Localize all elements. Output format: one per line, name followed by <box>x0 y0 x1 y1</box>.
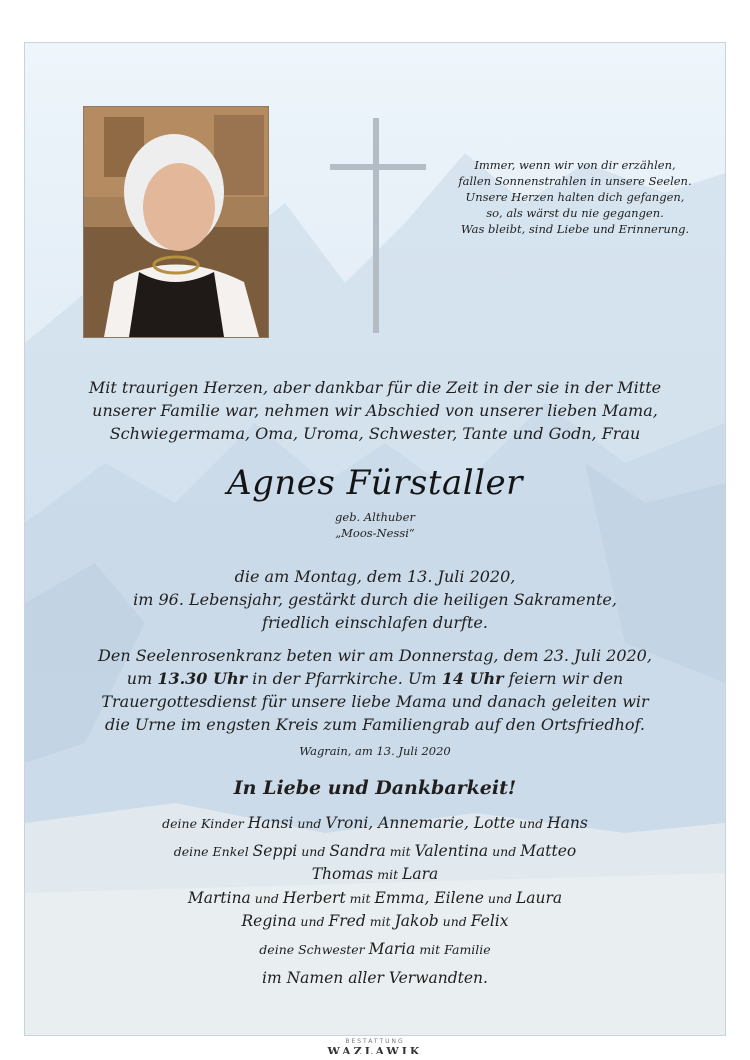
poem-line: so, als wärst du nie gegangen. <box>486 206 664 220</box>
place-date: Wagrain, am 13. Juli 2020 <box>299 744 451 758</box>
family-list <box>25 812 725 990</box>
deceased-name: Agnes Fürstaller <box>227 463 523 503</box>
closing-line: im Namen aller Verwandten. <box>262 969 488 987</box>
intro-text <box>25 376 725 445</box>
mass-time: 14 Uhr <box>441 669 504 688</box>
family-children: deine Kinder Hansi und Vroni, Annemarie, Lotte und Hans <box>162 814 588 832</box>
portrait-photo <box>83 106 269 338</box>
funeral-home-footer <box>0 1036 750 1060</box>
birth-name: geb. Althuber <box>335 510 415 524</box>
death-notice-line: friedlich einschlafen durfte. <box>262 613 488 632</box>
family-line: Thomas mit Lara <box>311 865 439 883</box>
service-line: Den Seelenrosenkranz beten wir am Donnerstag, dem 23. Juli 2020, <box>98 646 652 665</box>
parte-card <box>24 42 726 1036</box>
death-notice-line: im 96. Lebensjahr, gestärkt durch die heiligen Sakramente, <box>133 590 617 609</box>
death-notice <box>25 565 725 634</box>
poem-line: Immer, wenn wir von dir erzählen, <box>474 158 676 172</box>
cross-icon <box>330 118 426 333</box>
family-grandchildren: deine Enkel Seppi und Sandra mit Valentina und Matteo <box>173 841 577 860</box>
family-sister: deine Schwester Maria mit Familie <box>259 939 491 958</box>
service-line: die Urne im engsten Kreis zum Familiengrab auf den Ortsfriedhof. <box>104 715 645 734</box>
signoff-heading: In Liebe und Dankbarkeit! <box>233 777 517 799</box>
service-line: um 13.30 Uhr in der Pfarrkirche. Um 14 Uhr feiern wir den <box>126 669 624 688</box>
service-line: Trauergottesdienst für unsere liebe Mama und danach geleiten wir <box>101 692 649 711</box>
footer-label: BESTATTUNG <box>345 1038 405 1045</box>
family-line: Martina und Herbert mit Emma, Eilene und Laura <box>187 888 563 907</box>
rosary-time: 13.30 Uhr <box>157 669 248 688</box>
poem-line: Was bleibt, sind Liebe und Erinnerung. <box>460 222 690 236</box>
intro-line: Schwiegermama, Oma, Uroma, Schwester, Tante und Godn, Frau <box>109 424 641 443</box>
intro-line: unserer Familie war, nehmen wir Abschied von unserer lieben Mama, <box>92 401 658 420</box>
footer-logo-name: WAZLAWIK <box>327 1045 423 1054</box>
death-notice-line: die am Montag, dem 13. Juli 2020, <box>234 567 516 586</box>
family-line: Regina und Fred mit Jakob und Felix <box>241 912 509 930</box>
poem-line: fallen Sonnenstrahlen in unsere Seelen. <box>458 174 692 188</box>
memorial-poem <box>425 157 725 237</box>
service-details <box>25 644 725 736</box>
intro-line: Mit traurigen Herzen, aber dankbar für die Zeit in der sie in der Mitte <box>88 378 662 397</box>
poem-line: Unsere Herzen halten dich gefangen, <box>465 190 685 204</box>
nickname: „Moos-Nessi“ <box>335 526 415 540</box>
